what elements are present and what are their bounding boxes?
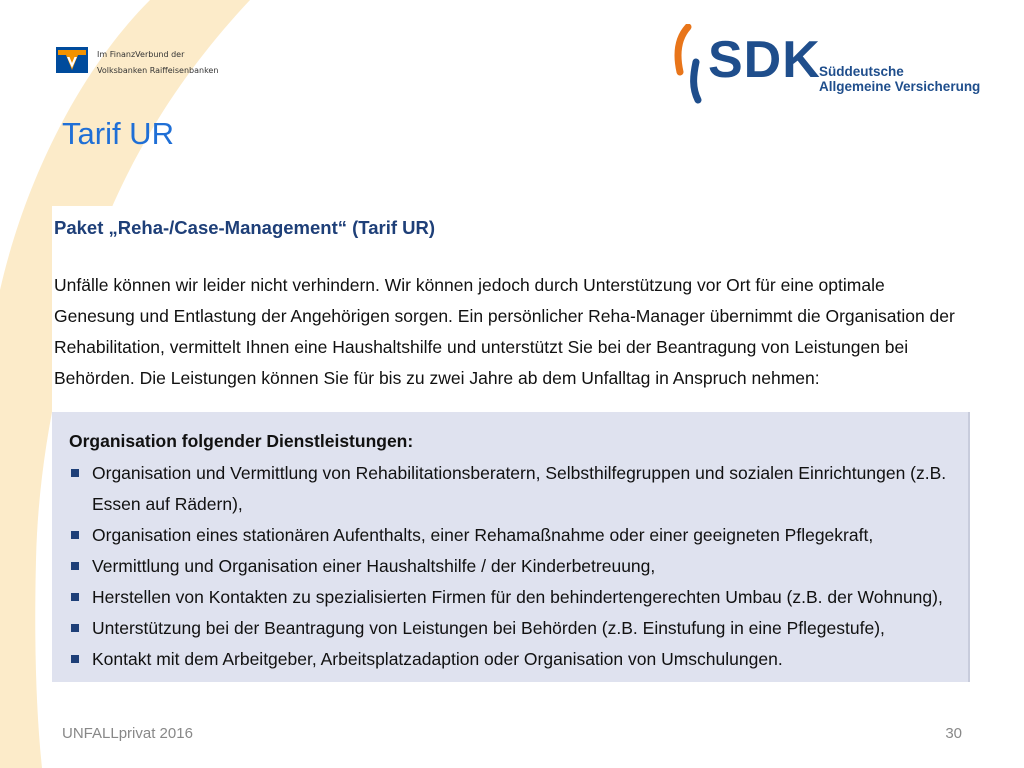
footer-label: UNFALLprivat 2016 [62,725,193,742]
list-item-text: Organisation eines stationären Aufenthalts, einer Rehamaßnahme oder einer geeigneten Pflegekraft, [92,525,874,545]
page-number: 30 [945,725,962,742]
list-item [69,551,949,582]
sdk-logo-word: SDK [708,31,821,89]
square-bullet-icon [71,624,79,632]
content-panel [52,206,972,682]
vr-logo-line-2: Volksbanken Raiffeisenbanken [97,66,219,75]
list-item [69,520,949,551]
vr-logo-icon [56,47,88,73]
square-bullet-icon [71,655,79,663]
sdk-logo-subtitle [819,64,980,94]
list-item-text: Organisation und Vermittlung von Rehabilitationsberatern, Selbsthilfegruppen und sozialen Einrichtungen (z.B. Essen auf Rädern), [92,463,947,514]
services-heading: Organisation folgender Dienstleistungen: [69,431,414,451]
square-bullet-icon [71,593,79,601]
sdk-logo [672,24,982,104]
list-item-text: Vermittlung und Organisation einer Haushaltshilfe / der Kinderbetreuung, [92,556,656,576]
list-item-text: Unterstützung bei der Beantragung von Leistungen bei Behörden (z.B. Einstufung in eine Pflegestufe), [92,618,885,638]
list-item [69,582,949,613]
slide-title: Tarif UR [62,116,174,151]
list-item-text: Herstellen von Kontakten zu spezialisierten Firmen für den behindertengerechten Umbau (z.B. der Wohnung), [92,587,943,607]
vr-logo [56,47,218,79]
intro-paragraph: Unfälle können wir leider nicht verhindern. Wir können jedoch durch Unterstützung vor Ort für eine optimale Genesung und Entlastung der Angehörigen sorgen. Ein persönlicher Reha-Manager übernimmt die Organisation der Rehabilitation, vermittelt Ihnen eine Haushaltshilfe und unterstützt Sie bei der Beantragung von Leistungen bei Behörden. Die Leistungen können Sie für bis zu zwei Jahre ab dem Unfalltag in Anspruch nehmen: [54,275,955,388]
sdk-logo-mark-icon [672,24,708,104]
list-item [69,458,949,520]
vr-logo-line-1: Im FinanzVerbund der [97,50,185,59]
services-box [52,412,970,682]
list-item-text: Kontakt mit dem Arbeitgeber, Arbeitsplatzadaption oder Organisation von Umschulungen. [92,649,783,669]
square-bullet-icon [71,531,79,539]
square-bullet-icon [71,562,79,570]
sdk-logo-subtitle-line-2: Allgemeine Versicherung [819,79,981,94]
package-heading: Paket „Reha-/Case-Management“ (Tarif UR) [54,217,436,238]
vr-logo-text [97,47,218,79]
services-list [69,458,949,675]
square-bullet-icon [71,469,79,477]
list-item [69,613,949,644]
list-item [69,644,949,675]
sdk-logo-subtitle-line-1: Süddeutsche [819,64,904,79]
